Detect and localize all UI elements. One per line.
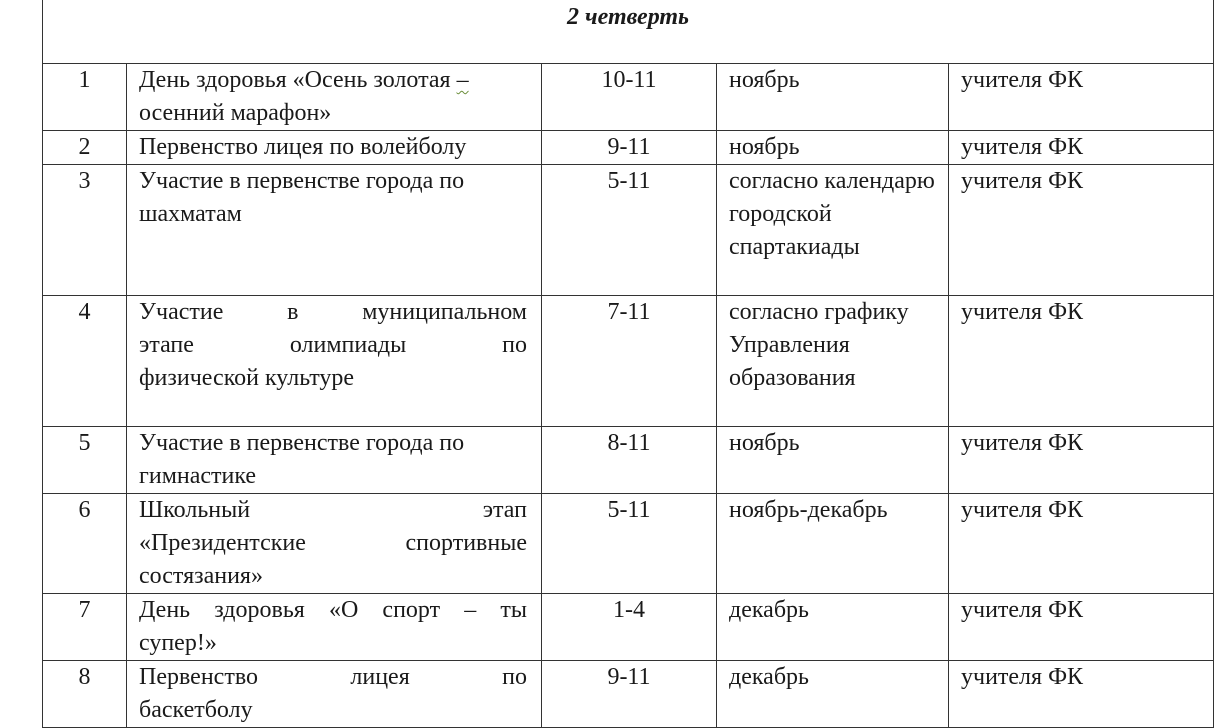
- grades-value: 5-11: [607, 497, 651, 523]
- date-cell: [717, 661, 949, 728]
- responsible-cell: [949, 296, 1214, 427]
- grades-value: 5-11: [607, 168, 651, 194]
- event-name-line: Участие в муниципальном: [139, 299, 527, 325]
- event-name-cell: [127, 427, 542, 494]
- table-row: [43, 64, 1214, 131]
- table-row: [43, 594, 1214, 661]
- table-row: [43, 296, 1214, 427]
- row-number: 6: [78, 497, 91, 523]
- table-row: [43, 494, 1214, 594]
- table-row: [43, 661, 1214, 728]
- responsible-cell: [949, 131, 1214, 165]
- date-value: ноябрь-декабрь: [729, 497, 888, 523]
- date-value: ноябрь: [729, 134, 800, 160]
- table-row: [43, 165, 1214, 296]
- responsible-cell: [949, 165, 1214, 296]
- event-name-line: Первенство лицея по волейболу: [139, 134, 467, 160]
- responsible-value: учителя ФК: [961, 497, 1084, 523]
- event-name-cell: [127, 661, 542, 728]
- row-number-cell: [43, 296, 127, 427]
- event-name-line: шахматам: [139, 201, 242, 227]
- event-name-line: состязания»: [139, 563, 263, 589]
- row-number-cell: [43, 427, 127, 494]
- grades-value: 10-11: [601, 67, 657, 93]
- row-number-cell: [43, 64, 127, 131]
- event-name-cell: [127, 165, 542, 296]
- responsible-value: учителя ФК: [961, 664, 1084, 690]
- responsible-cell: [949, 594, 1214, 661]
- row-number: 7: [78, 597, 91, 623]
- event-name-line: Участие в первенстве города по: [139, 430, 465, 456]
- event-name-line: День здоровья «Осень золотая –: [139, 67, 469, 93]
- row-number: 3: [78, 168, 91, 194]
- grades-cell: [542, 594, 717, 661]
- events-table: [42, 0, 1214, 728]
- row-number: 4: [78, 299, 91, 325]
- event-name-cell: [127, 64, 542, 131]
- date-cell: [717, 64, 949, 131]
- responsible-value: учителя ФК: [961, 134, 1084, 160]
- responsible-value: учителя ФК: [961, 168, 1084, 194]
- table-row: [43, 131, 1214, 165]
- date-cell: [717, 594, 949, 661]
- row-number-cell: [43, 165, 127, 296]
- date-value: декабрь: [729, 664, 809, 690]
- event-name-line: баскетболу: [139, 697, 253, 723]
- event-name-cell: [127, 131, 542, 165]
- grades-cell: [542, 427, 717, 494]
- events-table-body: [43, 0, 1214, 728]
- date-value: декабрь: [729, 597, 809, 623]
- grades-cell: [542, 661, 717, 728]
- date-value: согласно графику Управления образования: [729, 299, 909, 391]
- event-name-line: Первенство лицея по: [139, 664, 527, 690]
- responsible-value: учителя ФК: [961, 299, 1084, 325]
- row-number-cell: [43, 494, 127, 594]
- grades-cell: [542, 165, 717, 296]
- event-name-cell: [127, 594, 542, 661]
- date-cell: [717, 296, 949, 427]
- event-name-cell: [127, 494, 542, 594]
- date-cell: [717, 165, 949, 296]
- grades-cell: [542, 64, 717, 131]
- quarter-header-cell: [43, 0, 1214, 64]
- responsible-cell: [949, 427, 1214, 494]
- event-name-line: этапе олимпиады по: [139, 332, 527, 358]
- responsible-cell: [949, 661, 1214, 728]
- spellcheck-mark: –: [456, 67, 469, 93]
- date-value: ноябрь: [729, 430, 800, 456]
- event-name-line: физической культуре: [139, 365, 355, 391]
- grades-cell: [542, 494, 717, 594]
- table-row: [43, 427, 1214, 494]
- row-number: 1: [78, 67, 91, 93]
- responsible-cell: [949, 64, 1214, 131]
- grades-cell: [542, 296, 717, 427]
- quarter-title: 2 четверть: [567, 4, 690, 30]
- row-number-cell: [43, 594, 127, 661]
- event-name-line: осенний марафон»: [139, 100, 332, 126]
- grades-value: 9-11: [607, 134, 651, 160]
- row-number-cell: [43, 131, 127, 165]
- event-name-line: «Президентские спортивные: [139, 530, 527, 556]
- grades-value: 9-11: [607, 664, 651, 690]
- row-number-cell: [43, 661, 127, 728]
- event-name-line: гимнастике: [139, 463, 257, 489]
- responsible-value: учителя ФК: [961, 67, 1084, 93]
- responsible-value: учителя ФК: [961, 597, 1084, 623]
- event-name-line: Школьный этап: [139, 497, 527, 523]
- quarter-header-row: [43, 0, 1214, 64]
- row-number: 2: [78, 134, 91, 160]
- responsible-value: учителя ФК: [961, 430, 1084, 456]
- grades-cell: [542, 131, 717, 165]
- grades-value: 8-11: [607, 430, 651, 456]
- row-number: 8: [78, 664, 91, 690]
- date-cell: [717, 131, 949, 165]
- grades-value: 7-11: [607, 299, 651, 325]
- date-value: ноябрь: [729, 67, 800, 93]
- event-name-line: супер!»: [139, 630, 217, 656]
- grades-value: 1-4: [613, 597, 645, 623]
- row-number: 5: [78, 430, 91, 456]
- date-cell: [717, 494, 949, 594]
- date-cell: [717, 427, 949, 494]
- event-name-line: День здоровья «О спорт – ты: [139, 597, 527, 623]
- event-name-cell: [127, 296, 542, 427]
- event-name-line: Участие в первенстве города по: [139, 168, 465, 194]
- date-value: согласно календарю городской спартакиады: [729, 168, 935, 260]
- responsible-cell: [949, 494, 1214, 594]
